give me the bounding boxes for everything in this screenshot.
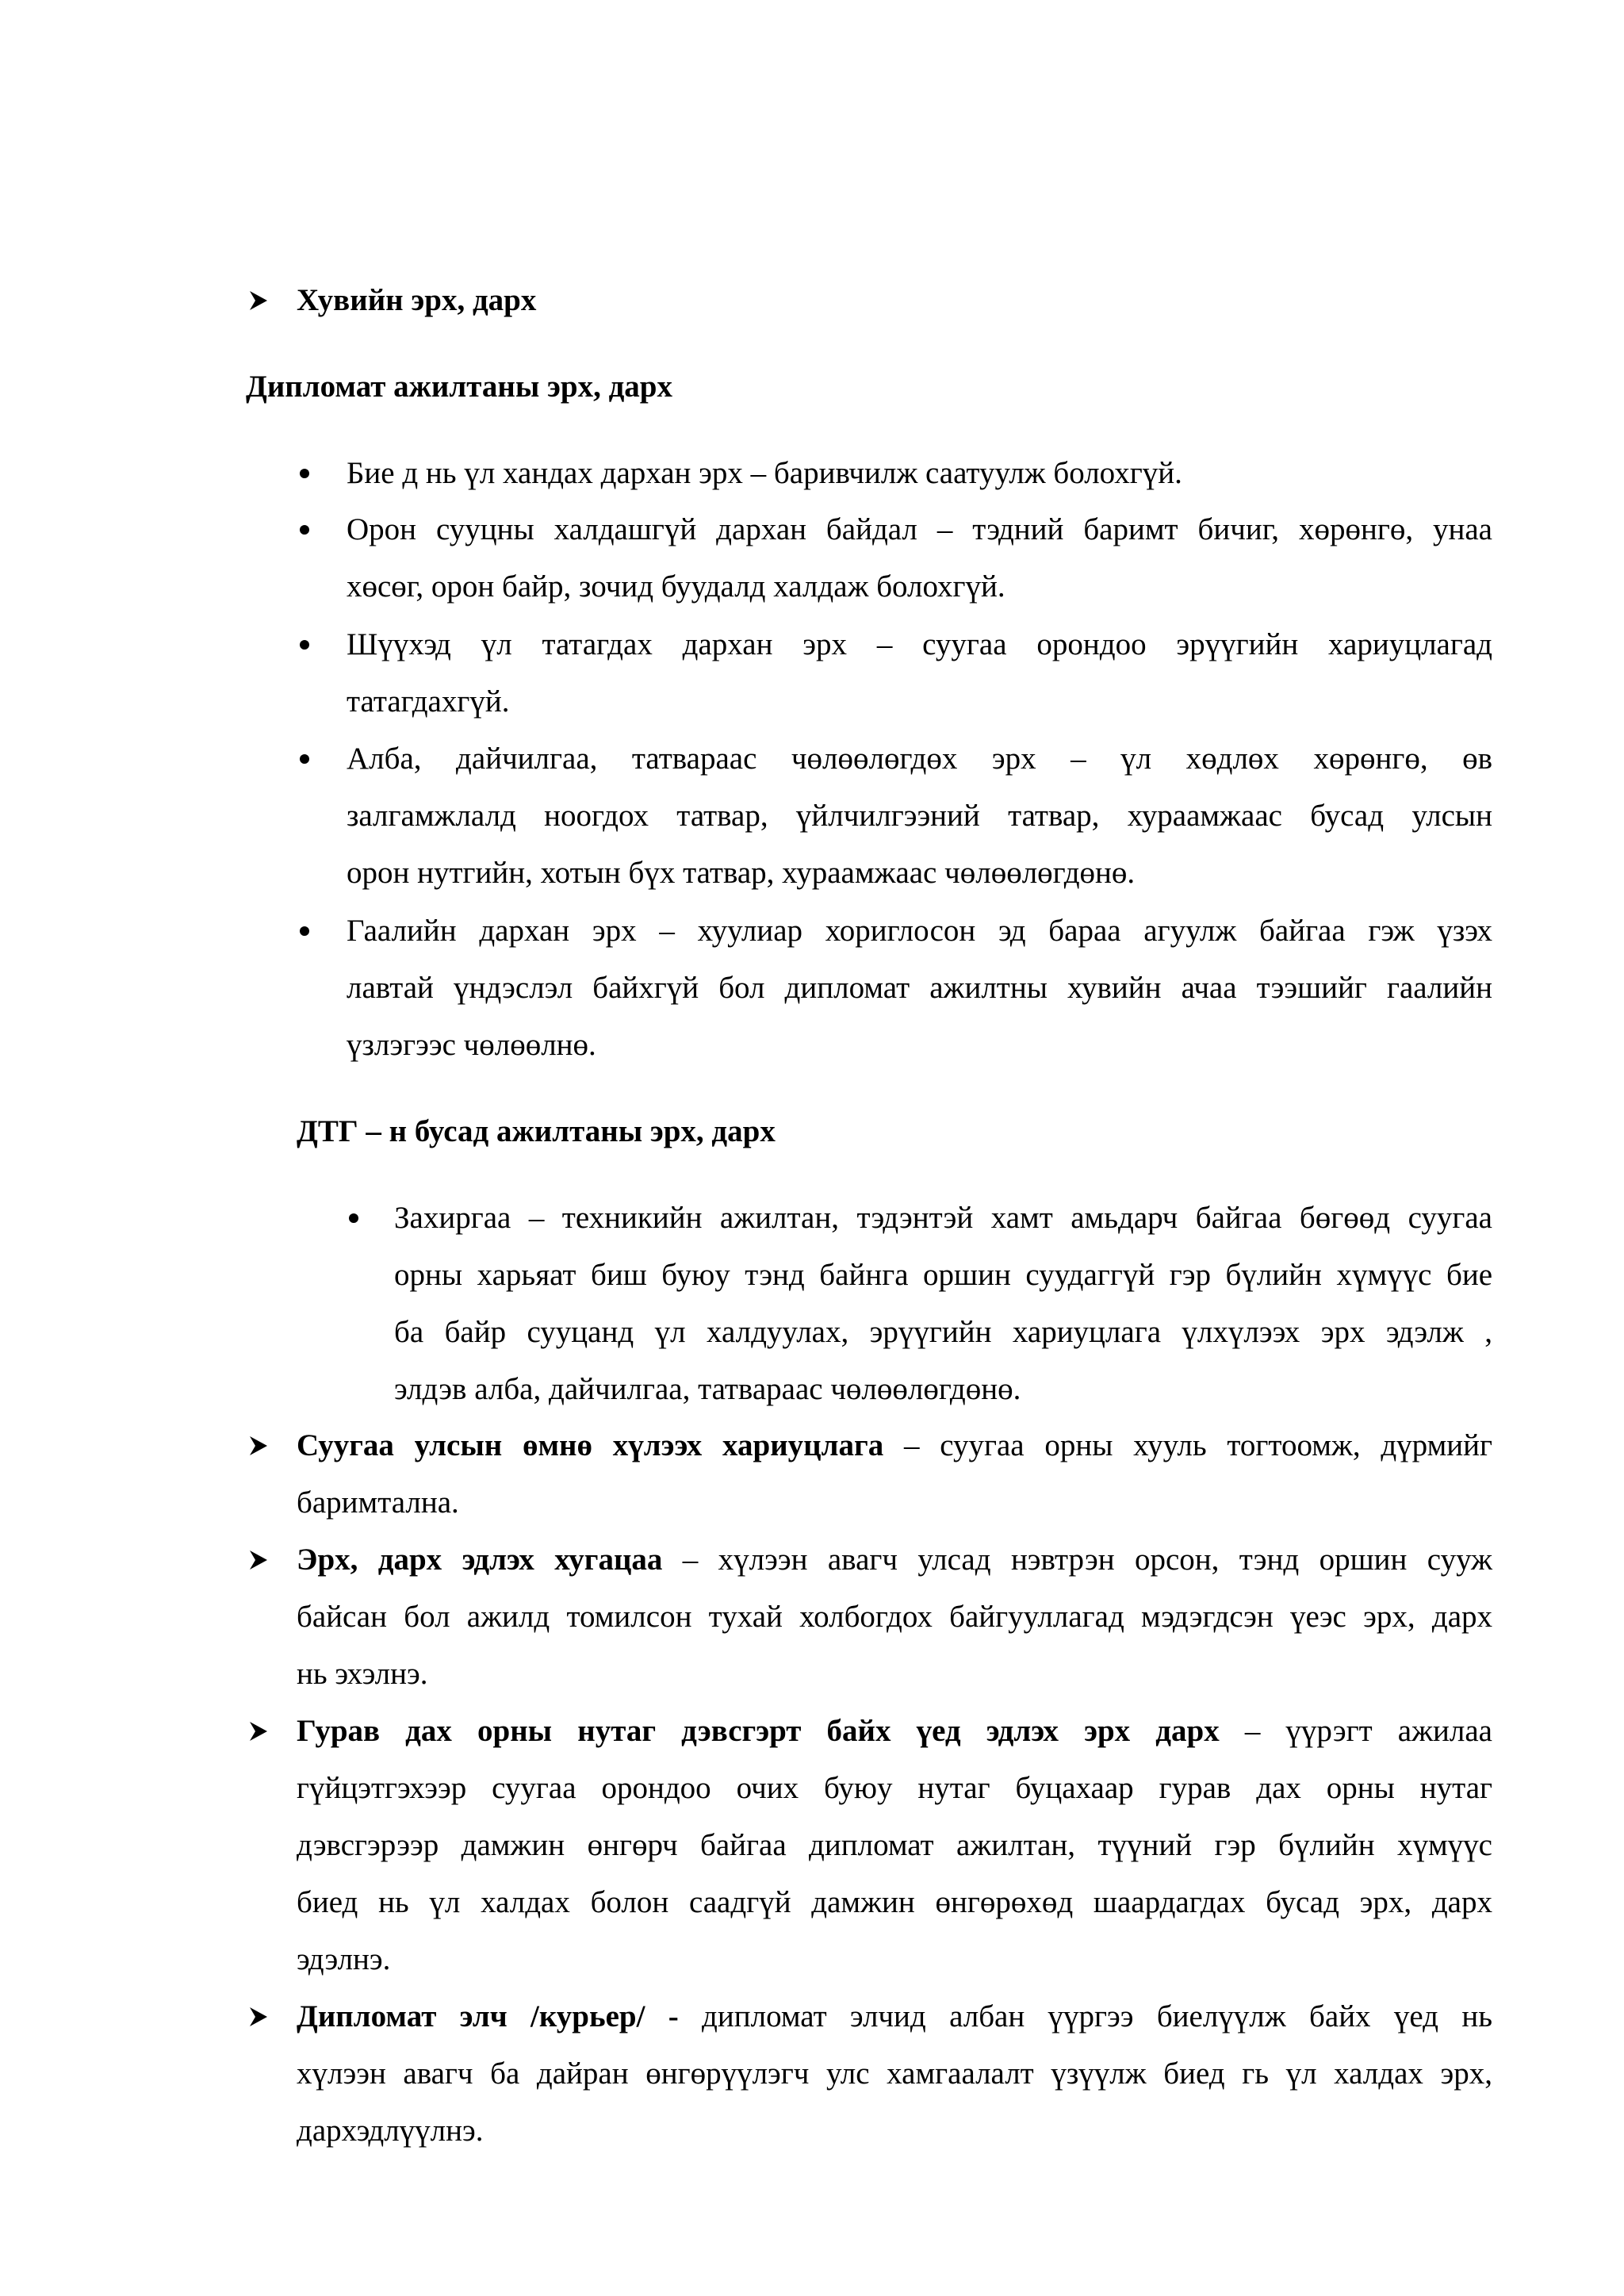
- bullet-line: үзлэгээс чөлөөлнө.: [347, 1028, 596, 1062]
- arrow-item-line: баримтална.: [297, 1485, 459, 1520]
- arrow-item-term: Гурав дах орны нутаг дэвсгэрт байх үед эдлэх эрх дарх: [297, 1714, 1220, 1748]
- bullet-line: элдэв алба, дайчилгаа, татвараас чөлөөлөгдөнө.: [394, 1372, 1021, 1406]
- arrow-item-line: дархэдлүүлнэ.: [297, 2114, 484, 2148]
- section-heading: Хувийн эрх, дарх: [297, 283, 537, 317]
- bullet-line: Шүүхэд үл татагдах дархан эрх – суугаа орондоо эрүүгийн хариуцлагад: [347, 627, 1492, 661]
- bullet-line: Алба, дайчилгаа, татвараас чөлөөлөгдөх эрх – үл хөдлөх хөрөнгө, өв: [347, 742, 1492, 776]
- arrow-item-term: Дипломат элч /курьер/ -: [297, 1999, 679, 2033]
- arrow-bullet-icon: [249, 1550, 268, 1570]
- bullet-line: Захиргаа – техникийн ажилтан, тэдэнтэй хамт амьдарч байгаа бөгөөд суугаа: [394, 1201, 1492, 1235]
- bullet-line: орны харьяат биш буюу тэнд байнга оршин суудаггүй гэр бүлийн хүмүүс бие: [394, 1258, 1492, 1292]
- arrow-bullet-icon: [249, 290, 268, 311]
- bullet-line: Орон сууцны халдашгүй дархан байдал – тэдний баримт бичиг, хөрөнгө, унаа: [347, 512, 1492, 546]
- arrow-item-line: биед нь үл халдах болон саадгүй дамжин өнгөрөхөд шаардагдах бусад эрх, дарх: [297, 1885, 1492, 1919]
- bullet-icon: [349, 1213, 358, 1223]
- arrow-bullet-icon: [249, 2007, 268, 2027]
- bullet-icon: [300, 754, 309, 764]
- arrow-item-text: дипломат элчид албан үүргээ биелүүлж байх үед нь: [678, 1999, 1492, 2033]
- bullet-line: татагдахгүй.: [347, 684, 510, 719]
- bullet-line: Гаалийн дархан эрх – хуулиар хориглосон эд бараа агуулж байгаа гэж үзэх: [347, 914, 1492, 948]
- arrow-item-line: дэвсгэрээр дамжин өнгөрч байгаа дипломат ажилтан, түүний гэр бүлийн хүмүүс: [297, 1828, 1492, 1862]
- bullet-line: орон нутгийн, хотын бүх татвар, хураамжаас чөлөөлөгдөнө.: [347, 856, 1136, 890]
- bullet-line: Бие д нь үл хандах дархан эрх – баривчилж саатуулж болохгүй.: [347, 456, 1182, 490]
- bullet-icon: [300, 926, 309, 936]
- arrow-item-line: [297, 1999, 1492, 2035]
- arrow-item-line: гүйцэтгэхээр суугаа орондоо очих буюу нутаг буцахаар гурав дах орны нутаг: [297, 1771, 1492, 1805]
- arrow-item-term: Эрх, дарх эдлэх хугацаа: [297, 1543, 663, 1577]
- arrow-item-line: [297, 1428, 1492, 1464]
- bullet-line: лавтай үндэслэл байхгүй бол дипломат ажилтны хувийн ачаа тээшийг гаалийн: [347, 971, 1492, 1005]
- arrow-item-line: [297, 1713, 1492, 1750]
- arrow-item-line: эдэлнэ.: [297, 1942, 391, 1976]
- subheading-other-staff-rights: ДТГ – н бусад ажилтаны эрх, дарх: [297, 1114, 776, 1148]
- arrow-item-line: [297, 1542, 1492, 1578]
- arrow-item-term: Суугаа улсын өмнө хүлээх хариуцлага: [297, 1428, 884, 1462]
- arrow-bullet-icon: [249, 1435, 268, 1456]
- arrow-item-text: – үүрэгт ажилаа: [1219, 1714, 1492, 1748]
- arrow-item-text: – суугаа орны хууль тогтоомж, дүрмийг: [883, 1428, 1492, 1462]
- bullet-line: ба байр сууцанд үл халдуулах, эрүүгийн хариуцлага үлхүлээх эрх эдэлж ,: [394, 1315, 1492, 1349]
- arrow-item-text: – хүлээн авагч улсад нэвтрэн орсон, тэнд оршин сууж: [662, 1543, 1493, 1577]
- arrow-item-line: хүлээн авагч ба дайран өнгөрүүлэгч улс хамгаалалт үзүүлж биед гь үл халдах эрх,: [297, 2056, 1492, 2091]
- bullet-icon: [300, 525, 309, 535]
- bullet-icon: [300, 640, 309, 650]
- bullet-line: хөсөг, орон байр, зочид буудалд халдаж болохгүй.: [347, 569, 1005, 604]
- arrow-item-line: нь эхэлнэ.: [297, 1657, 428, 1691]
- arrow-item-line: байсан бол ажилд томилсон тухай холбогдох байгууллагад мэдэгдсэн үеэс эрх, дарх: [297, 1600, 1492, 1634]
- subheading-diplomat-rights: Дипломат ажилтаны эрх, дарх: [246, 370, 673, 404]
- bullet-icon: [300, 469, 309, 478]
- bullet-line: залгамжлалд ноогдох татвар, үйлчилгээний татвар, хураамжаас бусад улсын: [347, 799, 1492, 833]
- arrow-bullet-icon: [249, 1721, 268, 1742]
